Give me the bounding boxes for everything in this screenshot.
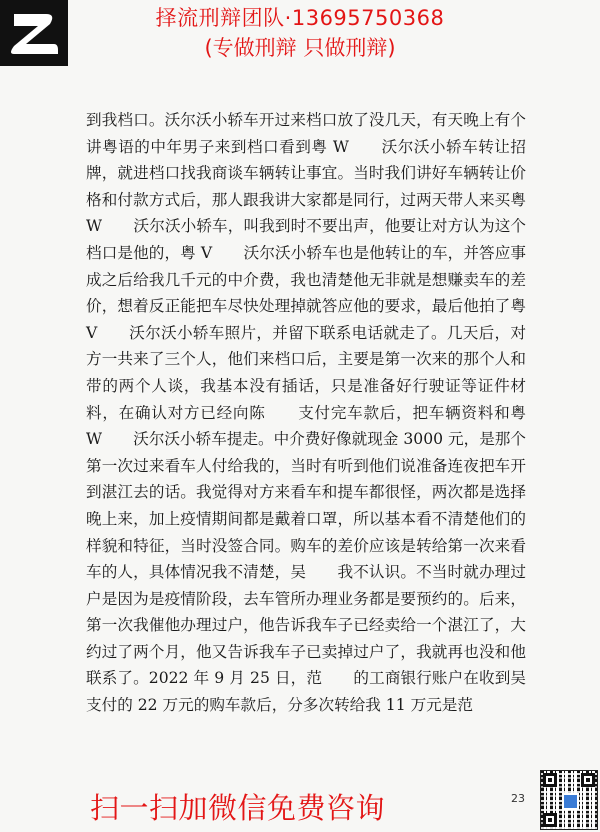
footer-cta: 扫一扫加微信免费咨询 [90,791,386,825]
header-banner [0,4,600,63]
header-contact-line: 择流刑辩团队·13695750368 [155,6,445,30]
header-tagline: (专做刑辩 只做刑辩) [204,36,396,60]
page-number: 23 [511,792,525,805]
qr-code-icon[interactable] [540,770,598,830]
body-paragraph: 到我档口。沃尔沃小轿车开过来档口放了没几天，有天晚上有个讲粤语的中年男子来到档口看到粤 W 沃尔沃小轿车转让招牌，就进档口找我商谈车辆转让事宜。当时我们讲好车辆转让价格和付款方式后，那人跟我讲大家都是同行，过两天带人来买粤 W 沃尔沃小轿车，叫我到时不要出声，他要让对方认为这个档口是他的，粤 V 沃尔沃小轿车也是他转让的车，并答应事成之后给我几千元的中介费，我也清楚他无非就是想赚卖车的差价，想着反正能把车尽快处理掉就答应他的要求，最后他拍了粤 V 沃尔沃小轿车照片，并留下联系电话就走了。几天后，对方一共来了三个人，他们来档口后，主要是第一次来的那个人和带的两个人谈，我基本没有插话，只是准备好行驶证等证件材料，在确认对方已经向陈 支付完车款后，把车辆资料和粤 W 沃尔沃小轿车提走。中介费好像就现金 3000 元，是那个第一次过来看车人付给我的，当时有听到他们说准备连夜把车开到湛江去的话。我觉得对方来看车和提车都很怪，两次都是选择晚上来，加上疫情期间都是戴着口罩，所以基本看不清楚他们的样貌和特征，当时没签合同。购车的差价应该是转给第一次来看车的人，具体情况我不清楚，吴 我不认识。不当时就办理过户是因为是疫情阶段，去车管所办理业务都是要预约的。后来，第一次我催他办理过户，他告诉我车子已经卖给一个湛江了，大约过了两个月，他又告诉我车子已卖掉过户了，我就再也没和他联系了。2022 年 9 月 25 日，范 的工商银行账户在收到吴 支付的 22 万元的购车款后，分多次转给我 11 万元是范 [86,111,558,715]
document-body [86,107,558,719]
